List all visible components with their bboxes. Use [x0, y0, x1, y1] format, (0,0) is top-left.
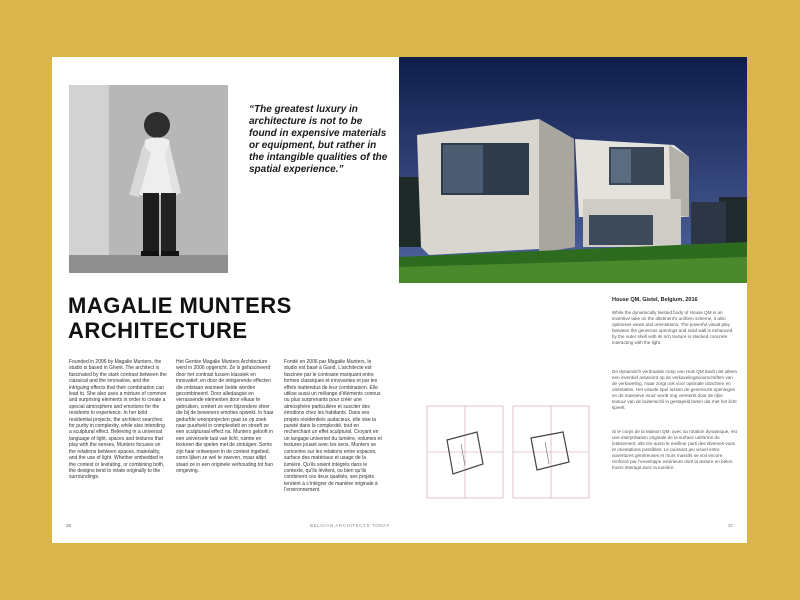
title-line-1: MAGALIE MUNTERS [68, 293, 292, 318]
left-page [52, 57, 399, 543]
page-number-right: 37 [727, 523, 733, 528]
right-text-dutch: De dynamisch verdraaide romp van Huis QM biedt niet alleen een inventief antwoord op de verkavelingsvoorschriften van de verkaveling, maar zorgt ook voor optimale uitzichten en oriëntaties. Het visuele spel tussen de genereuze openingen en de massieve muur wordt nog versterkt door de rijke textuur van de buitenschil in gestapeld beton dat met het licht speelt. [612, 369, 738, 410]
body-column-english: Founded in 2006 by Magalie Munters, the studio is based in Ghent. The architect is fascinated by the stark contrast between the classical and the innovative, and the intriguing effects that their combination can lead to. She also uses a mixture of common and surprising elements in order to create a special atmosphere and emotions for the residents to experience. In her bold residential projects, the architect searches for purity in complexity, while also intending a sculptural effect. Believing in a universal language of light, spaces and textures that play with the senses, Munters focuses on the relations between spaces, materiality, and the use of light. Whether embedded in the context or levitating, or combining both, the designs tend to relate originally to the surroundings. [69, 359, 167, 481]
floor-plans [425, 402, 593, 502]
house-photo [399, 57, 747, 283]
right-text-french: Si le corps de la Maison QM, avec sa rotation dynamique, est une interprétation originale de la surface uniforme du lotissement, elle tire aussi le meilleur parti des diverses vues et orientations possibles. Le puissant jeu visuel entre ouvertures généreuses et murs massifs se voit encore renforcé par l’enveloppe extérieure dont la texture en béton fourni interagit avec la lumière. [612, 429, 737, 470]
architect-portrait-photo [69, 85, 228, 273]
body-column-french: Fondé en 2006 par Magalie Munters, le studio est basé à Gand. L’architecte est fascinée par le contraste marquant entre formes classiques et innovantes et par les effets inattendus de leur combinaison. Elle utilise aussi un mélange d’éléments connus ou plus surprenants pour créer une atmosphère particulière et susciter des émotions chez les habitants. Dans ses projets résidentiels audacieux, elle vise la pureté dans la complexité, tout en recherchant un effet sculptural. Croyant en un langage universel du lumière, volumes et textures jouant avec les sens, Munters se concentre sur les relations entre espaces, surface des matériaux et usage de la lumière. Qu’ils soient intégrés dans le contexte, qu’ils lévitent, ou bien qu’ils combinent ces deux qualités, ses projets tendent à s’intégrer de manière originale à l’environnement. [284, 359, 382, 494]
photo-caption: House QM, Gistel, Belgium, 2016 [612, 297, 698, 303]
page-title [68, 293, 388, 343]
body-column-dutch: Het Gentse Magalie Munters Architecture werd in 2006 opgericht. Ze is gefascineerd door het contrast tussen klassiek en innovatief, en door de intrigerende effecten die ontstaan wanneer beide worden gecombineerd. Door alledaagse en verrassende elementen door elkaar te gebruiken, creëert ze een bijzondere sfeer die bij de bewoners emoties opwekt. In haar gedurfde woonprojecten gaat ze op zoek naar puurheid in complexiteit en streeft ze een sculpturaal effect na. Munters gelooft in een universele taal van licht, ruimte en texturen die spelen met de zintuigen. Soms zijn haar ontwerpen in de context ingebed, soms lijken ze wel te zweven, maar altijd staan ze in een originele verhouding tot hun omgeving. [176, 359, 274, 474]
floor-plan-drawings [425, 402, 593, 502]
house-illustration [399, 57, 747, 283]
page-number-left: 36 [66, 523, 72, 528]
portrait-illustration [69, 85, 228, 273]
title-line-2: ARCHITECTURE [68, 318, 248, 343]
running-title: BELGIAN ARCHITECTS TODAY [310, 523, 390, 528]
magazine-spread [52, 57, 747, 543]
right-page [399, 57, 747, 543]
right-text-english: While the dynamically twisted body of House QM is an inventive take on the allotment’s uniform scheme, it also optimises views and orientations. The powerful visual play between the generous openings and solid wall is enhanced by the outer shell with its rich texture in stacked concrete interacting with the light. [612, 310, 733, 345]
pull-quote: “The greatest luxury in architecture is not to be found in expensive materials or equipment, but rather in the intangible qualities of the spatial experience.” [249, 104, 388, 175]
